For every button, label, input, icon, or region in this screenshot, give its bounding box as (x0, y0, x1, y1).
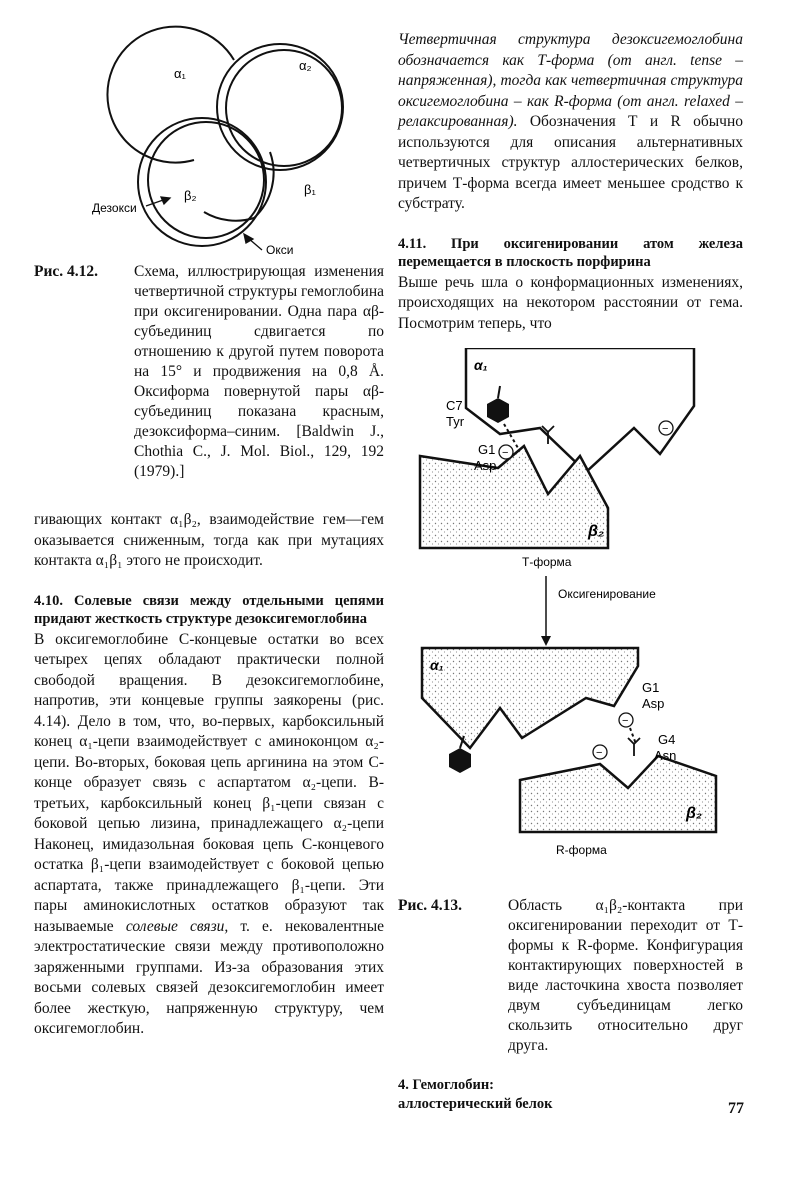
r-hexagon (449, 748, 471, 773)
paragraph (34, 630, 384, 1040)
caption-text: Область α₁β₂-контакта при оксигенировании переходит от Т-формы к R-форме. Конфигурация контактирующих поверхностей в виде ласточкина хвоста позволяет двум субъединицам легко скользить относительно друг друга. (508, 897, 743, 1054)
caption-label: Рис. 4.13. (398, 897, 463, 914)
footer-title: аллостерический белок (398, 1096, 553, 1112)
charge-sign: − (622, 715, 629, 727)
beta2-circle-deoxy (138, 118, 266, 246)
t-beta2-label: β₂ (588, 523, 605, 540)
t-alpha1-label: α₁ (474, 357, 488, 373)
paragraph: Выше речь шла о конформационных изменениях, происходящих на некотором расстоянии от гема. Посмотрим теперь, что (398, 273, 743, 332)
figure-4-12 (34, 22, 384, 262)
emphasis-text: Четвертичная структура дезоксигемоглобина обозначается как Т-форма (от англ. tense – напряженная), тогда как четвертичная структура оксигемоглобина – как R-форма (от англ. relaxed – релаксированная). (398, 31, 743, 130)
charge-sign: − (662, 423, 669, 435)
paragraph-text: Обозначения Т и R обычно используются для описания альтернативных четвертичных структур аллостерических белков, причем Т-форма всегда имеет меньшее сродство к субстрату. (398, 113, 743, 212)
g4-label: G4 (658, 732, 676, 747)
alpha2-circle-oxy (226, 50, 342, 166)
alpha2-label: α₂ (299, 58, 312, 73)
page-number: 77 (728, 1100, 744, 1117)
paragraph-text: В оксигемоглобине С-концевые остатки во всех четырех цепях обладают практически полной свободой вращения. В дезоксигемоглобине, напротив, эти концевые группы заякорены (рис. 4.14). Дело в том, что, во-первых, карбоксильный конец α₁-цепи взаимодействует с аминоконцом α₂-цепи. Во-вторых, боковая цепь аргинина на этом С-конце образует связь с аспартатом α₂-цепи. В-третьих, карбоксильный конец β₁-цепи связан с боковой цепью лизина, принадлежащего α₂-цепи Наконец, имидазольная боковая цепь С-концевого остатка β₁-цепи взаимодействует с боковой цепью аспартата, также принадлежащего β₁-цепи. Эти пары аминокислотных остатков образуют так называемые (34, 630, 384, 935)
r-alpha1-subunit (422, 648, 638, 748)
r-form-label: R-форма (556, 843, 607, 857)
asp-label: Asp (642, 696, 665, 711)
deoxy-label: Дезокси (92, 201, 137, 215)
asp-label: Asp (474, 458, 497, 473)
figure-4-13 (398, 348, 743, 888)
asn-label: Asn (654, 748, 677, 763)
t-beta2-subunit (420, 446, 608, 548)
g1-label: G1 (478, 442, 496, 457)
right-column (398, 22, 743, 1114)
left-column (34, 22, 384, 1040)
beta1-label: β₁ (304, 182, 316, 197)
section-heading-4-10: 4.10. Солевые связи между отдельными цепями придают жесткость структуре дезоксигемоглобина (34, 592, 384, 627)
beta2-circle-oxy (148, 122, 264, 238)
caption-text: Схема, иллюстрирующая изменения четвертичной структуры гемоглобина при оксигенировании. Одна пара αβ-субъединиц сдвигается по отношению к другой путем поворота на 15° и продвижения на 0,8 Å. Оксиформа повернутой пары αβ-субъединиц показана красным, дезоксиформа–синим. [Baldwin J., Chothia C., J. Mol. Biol., 129, 192 (1979).] (134, 263, 385, 480)
oxy-label: Окси (266, 243, 294, 257)
beta2-label: β₂ (184, 188, 197, 203)
paragraph-text: т. е. нековалентные электростатические связи между противоположно заряженными группами. Из-за образования этих восьми солевых связей дезоксигемоглобин имеет более жесткую, напряженную структуру, чем оксигемоглобин. (34, 917, 385, 1037)
caption-4-12 (34, 262, 384, 482)
r-alpha1-label: α₁ (430, 657, 444, 673)
oxygenation-label: Оксигенирование (558, 587, 656, 601)
caption-label: Рис. 4.12. (34, 263, 99, 280)
r-beta2-label: β₂ (686, 805, 703, 822)
emphasis-text: солевые связи, (125, 917, 229, 935)
tyr-label: Tyr (446, 414, 465, 429)
g1-label: G1 (642, 680, 660, 695)
alpha1-circle (107, 27, 234, 163)
footer-chapter: 4. Гемоглобин: (398, 1077, 495, 1093)
c7-label: C7 (446, 398, 463, 413)
paragraph: гивающих контакт α₁β₂, взаимодействие гем—гем оказывается сниженным, тогда как при мутациях контакта α₁β₁ этого не происходит. (34, 511, 384, 569)
caption-4-13 (398, 896, 743, 1056)
running-footer (398, 1076, 743, 1114)
section-heading-4-11: 4.11. При оксигенировании атом железа перемещается в плоскость порфирина (398, 235, 743, 270)
paragraph (398, 30, 743, 215)
charge-sign: − (596, 747, 603, 759)
alpha1-label: α₁ (174, 66, 186, 81)
t-form-label: Т-форма (522, 555, 572, 569)
charge-sign: − (502, 447, 509, 459)
